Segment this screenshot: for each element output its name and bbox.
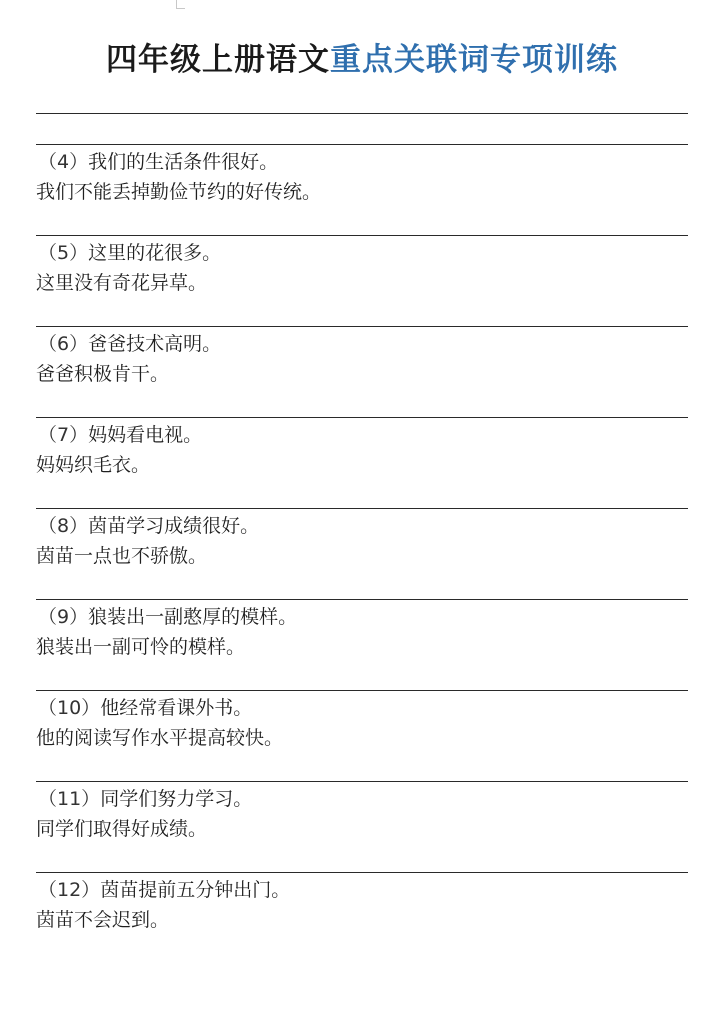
answer-line [36,113,688,114]
exercise-item [36,875,688,935]
sentence-text: 狼装出一副憨厚的模样。 [88,606,298,628]
sentence-text: 同学们努力学习。 [100,788,253,810]
title-main: 四年级上册语文 [106,42,330,78]
exercise-second-sentence: 茵苗一点也不骄傲。 [36,545,208,567]
exercise-number: （4） [38,151,89,173]
exercise-number: （8） [38,515,89,537]
sentence-text: 茵苗提前五分钟出门。 [100,879,291,901]
exercise-second-sentence: 茵苗不会迟到。 [36,909,170,931]
exercise-number: （7） [38,424,89,446]
answer-line [36,781,688,782]
answer-line [36,326,688,327]
exercise-first-sentence [36,602,688,632]
exercise-second-sentence: 这里没有奇花异草。 [36,272,208,294]
sentence-text: 我们的生活条件很好。 [88,151,279,173]
exercise-second-sentence: 狼装出一副可怜的模样。 [36,636,246,658]
answer-line [36,872,688,873]
exercise-second-sentence: 我们不能丢掉勤俭节约的好传统。 [36,181,322,203]
exercise-item [36,693,688,753]
sentence-text: 茵苗学习成绩很好。 [88,515,260,537]
exercise-item [36,511,688,571]
exercise-first-sentence [36,329,688,359]
answer-line [36,508,688,509]
exercise-item [36,329,688,389]
exercise-number: （5） [38,242,89,264]
exercise-first-sentence [36,875,688,905]
sentence-text: 爸爸技术高明。 [88,333,222,355]
sentence-text: 这里的花很多。 [88,242,222,264]
answer-line [36,599,688,600]
exercise-second-sentence: 同学们取得好成绩。 [36,818,208,840]
exercise-number: （10） [38,697,101,719]
exercise-item [36,147,688,207]
exercise-number: （6） [38,333,89,355]
answer-line [36,690,688,691]
answer-line [36,144,688,145]
exercise-first-sentence [36,238,688,268]
exercise-second-sentence: 爸爸积极肯干。 [36,363,170,385]
sentence-text: 妈妈看电视。 [88,424,203,446]
answer-line [36,417,688,418]
sentence-text: 他经常看课外书。 [100,697,253,719]
exercise-item [36,420,688,480]
exercise-second-sentence: 妈妈织毛衣。 [36,454,151,476]
exercise-item [36,238,688,298]
exercise-first-sentence [36,511,688,541]
answer-line [36,235,688,236]
exercise-number: （12） [38,879,101,901]
crop-mark [176,0,185,9]
exercise-first-sentence [36,784,688,814]
exercise-second-sentence: 他的阅读写作水平提高较快。 [36,727,284,749]
page-title [0,34,724,79]
exercise-first-sentence [36,147,688,177]
exercise-item [36,784,688,844]
title-highlight: 重点关联词专项训练 [330,42,618,78]
exercise-first-sentence [36,693,688,723]
exercise-item [36,602,688,662]
exercise-first-sentence [36,420,688,450]
exercise-number: （9） [38,606,89,628]
exercise-number: （11） [38,788,101,810]
